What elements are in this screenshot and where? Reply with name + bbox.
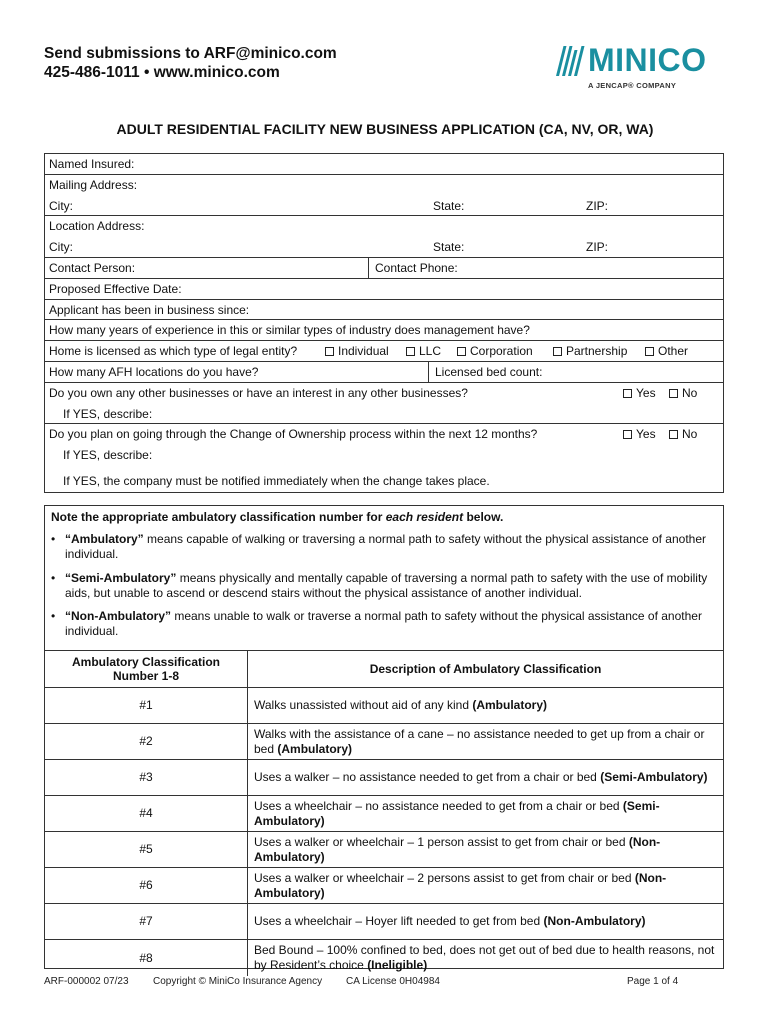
afh-locations-label: How many AFH locations do you have? xyxy=(49,364,259,379)
table-row xyxy=(45,760,723,796)
form-id: ARF-000002 07/23 xyxy=(44,976,129,987)
describe-label: If YES, describe: xyxy=(63,406,153,421)
location-city-row[interactable] xyxy=(45,237,723,258)
ambulatory-table xyxy=(45,650,723,976)
mailing-address-field[interactable] xyxy=(45,175,723,196)
logo-tagline: A JENCAP® COMPANY xyxy=(588,81,677,90)
change-ownership-row xyxy=(45,424,723,445)
logo-mark-icon xyxy=(552,44,588,80)
classification-description: Uses a walker – no assistance needed to get from a chair or bed (Semi-Ambulatory) xyxy=(248,760,724,796)
header-contact xyxy=(44,44,337,82)
classification-number: #4 xyxy=(45,796,248,832)
checkbox-icon[interactable] xyxy=(325,347,334,356)
col-description-header: Description of Ambulatory Classification xyxy=(248,651,724,688)
definition-non-ambulatory: • “Non-Ambulatory” means unable to walk or traverse a normal path to safety without the physical assistance of another individual. xyxy=(51,609,702,638)
checkbox-icon[interactable] xyxy=(406,347,415,356)
page-title: ADULT RESIDENTIAL FACILITY NEW BUSINESS APPLICATION (CA, NV, OR, WA) xyxy=(116,121,654,137)
location-city-label: City: xyxy=(49,240,73,255)
bed-count-label: Licensed bed count: xyxy=(435,364,543,379)
checkbox-icon[interactable] xyxy=(623,430,632,439)
table-row xyxy=(45,796,723,832)
effective-date-field[interactable] xyxy=(45,279,723,300)
table-row xyxy=(45,688,723,724)
checkbox-icon[interactable] xyxy=(669,430,678,439)
other-business-row xyxy=(45,383,723,404)
location-address-field[interactable] xyxy=(45,216,723,237)
notify-note: If YES, the company must be notified immediately when the change takes place. xyxy=(63,474,490,489)
table-row xyxy=(45,832,723,868)
classification-description: Uses a walker or wheelchair – 1 person assist to get from chair or bed (Non-Ambulatory) xyxy=(248,832,724,868)
classification-description: Uses a wheelchair – Hoyer lift needed to get from bed (Non-Ambulatory) xyxy=(248,904,724,940)
copyright: Copyright © MiniCo Insurance Agency xyxy=(153,976,323,987)
classification-number: #3 xyxy=(45,760,248,796)
entity-llc-option[interactable]: LLC xyxy=(406,344,441,358)
checkbox-icon[interactable] xyxy=(669,389,678,398)
table-header-row xyxy=(45,651,723,688)
change-ownership-yes[interactable]: Yes xyxy=(623,427,656,441)
mailing-address-label: Mailing Address: xyxy=(49,177,138,192)
mailing-city-row[interactable] xyxy=(45,196,723,217)
change-ownership-no[interactable]: No xyxy=(669,427,697,441)
divider xyxy=(428,362,429,382)
classification-description: Walks unassisted without aid of any kind (Ambulatory) xyxy=(248,688,724,724)
classification-number: #2 xyxy=(45,724,248,760)
entity-partnership-option[interactable]: Partnership xyxy=(553,344,627,358)
classification-number: #7 xyxy=(45,904,248,940)
change-ownership-describe[interactable] xyxy=(45,445,723,473)
ca-license: CA License 0H04984 xyxy=(346,976,440,987)
in-business-since-field[interactable] xyxy=(45,300,723,321)
checkbox-icon[interactable] xyxy=(553,347,562,356)
years-experience-field[interactable] xyxy=(45,320,723,341)
classification-description: Uses a walker or wheelchair – 2 persons assist to get from chair or bed (Non-Ambulatory) xyxy=(248,868,724,904)
mailing-state-label: State: xyxy=(433,198,465,213)
classification-description: Bed Bound – 100% confined to bed, does not get out of bed due to health reasons, not by Resident’s choice (Ineligible) xyxy=(248,940,724,976)
definition-semi-ambulatory: • “Semi-Ambulatory” means physically and mentally capable of traversing a normal path to safety with the use of mobility aids, but unable to ascend or descend stairs without the physical assistance of another individual. xyxy=(51,571,708,600)
in-business-since-label: Applicant has been in business since: xyxy=(49,302,250,317)
classification-number: #1 xyxy=(45,688,248,724)
col-number-header: Ambulatory Classification Number 1-8 xyxy=(45,651,248,688)
submission-email-line: Send submissions to ARF@minico.com xyxy=(44,45,337,62)
logo-wordmark: MINICO xyxy=(588,42,707,78)
location-state-label: State: xyxy=(433,240,465,255)
notify-note-row xyxy=(45,473,723,492)
phone-website-line: 425-486-1011 • www.minico.com xyxy=(44,64,280,81)
entity-individual-option[interactable]: Individual xyxy=(325,344,389,358)
afh-row[interactable] xyxy=(45,362,723,383)
other-business-describe[interactable] xyxy=(45,404,723,425)
classification-number: #8 xyxy=(45,940,248,976)
checkbox-icon[interactable] xyxy=(645,347,654,356)
location-zip-label: ZIP: xyxy=(586,240,609,255)
effective-date-label: Proposed Effective Date: xyxy=(49,281,182,296)
checkbox-icon[interactable] xyxy=(457,347,466,356)
mailing-zip-label: ZIP: xyxy=(586,198,609,213)
classification-description: Uses a wheelchair – no assistance needed to get from a chair or bed (Semi-Ambulatory) xyxy=(248,796,724,832)
classification-number: #5 xyxy=(45,832,248,868)
entity-corporation-option[interactable]: Corporation xyxy=(457,344,533,358)
contact-phone-label: Contact Phone: xyxy=(375,260,458,275)
ambulatory-note: Note the appropriate ambulatory classification number for each resident below. xyxy=(51,510,504,524)
table-row xyxy=(45,904,723,940)
table-row xyxy=(45,940,723,976)
describe-label: If YES, describe: xyxy=(63,448,153,463)
contact-row[interactable] xyxy=(45,258,723,279)
other-business-yes[interactable]: Yes xyxy=(623,386,656,400)
named-insured-field[interactable] xyxy=(45,154,723,175)
entity-other-option[interactable]: Other xyxy=(645,344,688,358)
application-form xyxy=(44,153,724,493)
change-ownership-label: Do you plan on going through the Change of Ownership process within the next 12 months? xyxy=(49,427,538,442)
checkbox-icon[interactable] xyxy=(623,389,632,398)
location-address-label: Location Address: xyxy=(49,219,145,234)
table-row xyxy=(45,868,723,904)
contact-person-label: Contact Person: xyxy=(49,260,136,275)
legal-entity-row xyxy=(45,341,723,362)
years-experience-label: How many years of experience in this or similar types of industry does management have? xyxy=(49,323,530,338)
mailing-city-label: City: xyxy=(49,198,73,213)
other-business-no[interactable]: No xyxy=(669,386,697,400)
table-row xyxy=(45,724,723,760)
ambulatory-section xyxy=(44,505,724,972)
named-insured-label: Named Insured: xyxy=(49,157,135,171)
divider xyxy=(368,258,369,278)
classification-description: Walks with the assistance of a cane – no assistance needed to get up from a chair or bed (Ambulatory) xyxy=(248,724,724,760)
definition-ambulatory: • “Ambulatory” means capable of walking or traversing a normal path to safety without the physical assistance of another individual. xyxy=(51,532,706,561)
legal-entity-label: Home is licensed as which type of legal entity? xyxy=(49,344,298,359)
minico-logo xyxy=(552,42,727,94)
classification-number: #6 xyxy=(45,868,248,904)
page-number: Page 1 of 4 xyxy=(627,976,679,987)
other-business-label: Do you own any other businesses or have an interest in any other businesses? xyxy=(49,385,468,400)
